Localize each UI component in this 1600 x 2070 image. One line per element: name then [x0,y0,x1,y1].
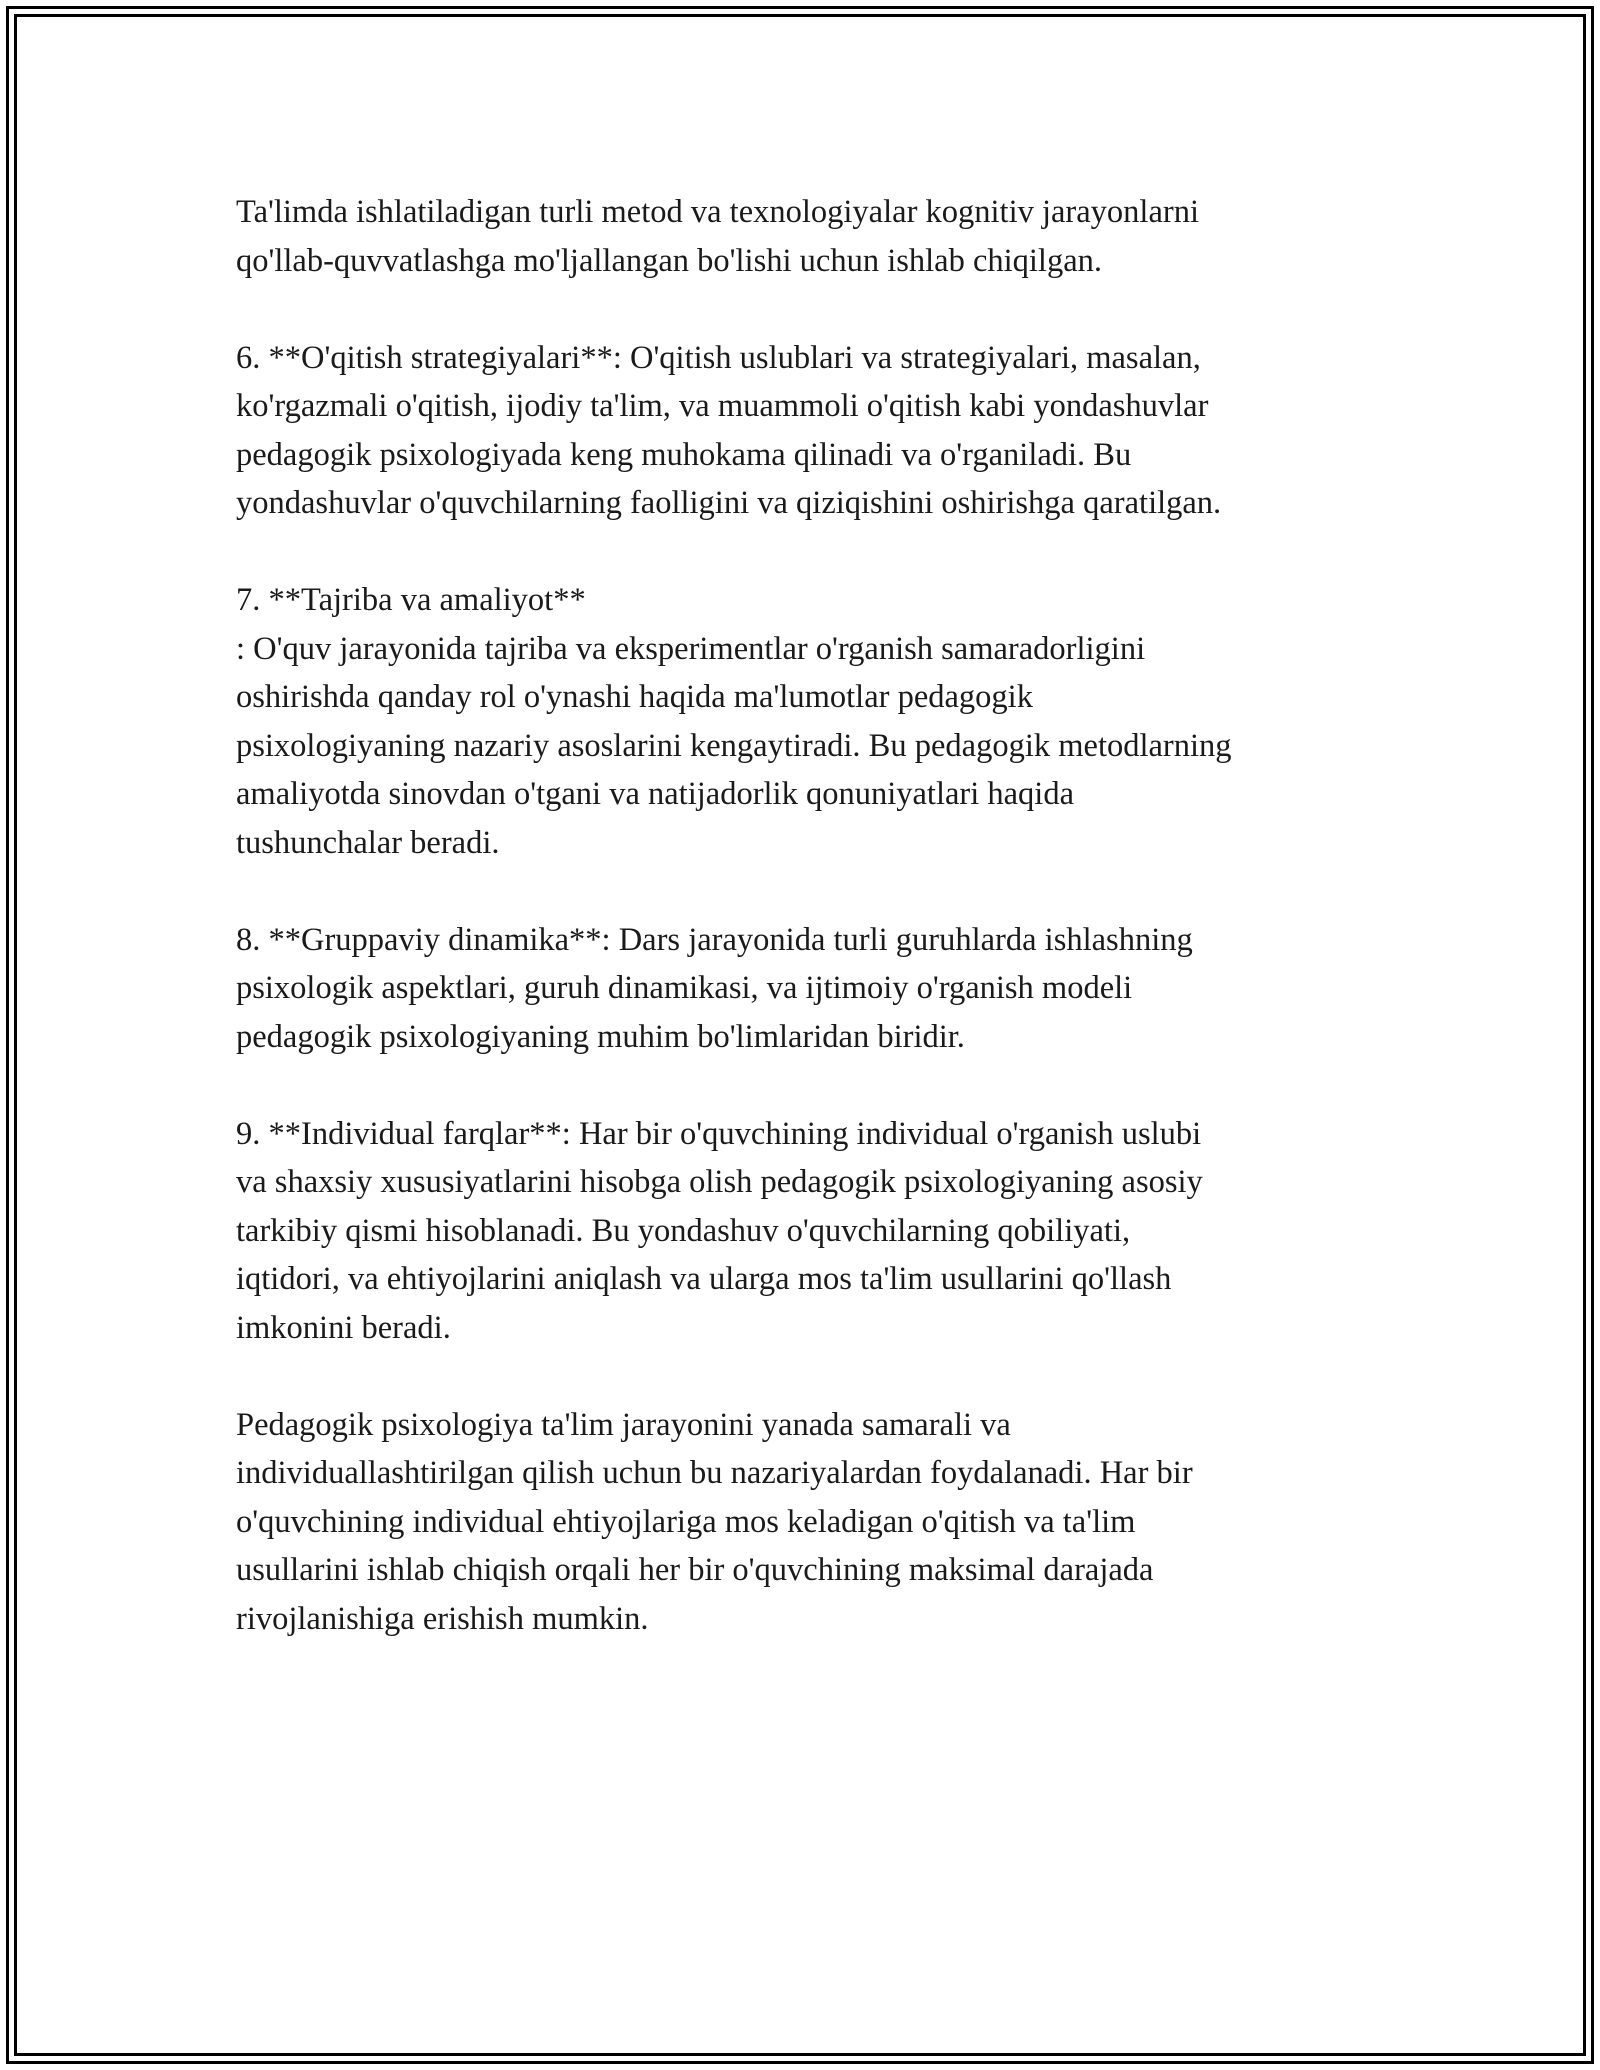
text-line: oshirishda qanday rol o'ynashi haqida ma'lumotlar pedagogik [236,679,1033,715]
text-line: o'quvchining individual ehtiyojlariga mos keladigan o'qitish va ta'lim [236,1503,1136,1540]
text-line: qo'llab-quvvatlashga mo'ljallangan bo'lishi uchun ishlab chiqilgan. [236,242,1103,279]
paragraph-item-7 [236,576,1376,867]
document-body [236,188,1376,1692]
text-line: Ta'limda ishlatiladigan turli metod va texnologiyalar kognitiv jarayonlarni [236,194,1199,230]
text-line: pedagogik psixologiyada keng muhokama qilinadi va o'rganiladi. Bu [236,436,1132,473]
text-line: 9. **Individual farqlar**: Har bir o'quvchining individual o'rganish uslubi [236,1115,1202,1152]
paragraph-conclusion [236,1401,1376,1644]
paragraph-item-8 [236,916,1376,1062]
text-line: usullarini ishlab chiqish orqali her bir o'quvchining maksimal darajada [236,1552,1154,1588]
text-line: individuallashtirilgan qilish uchun bu nazariyalardan foydalanadi. Har bir [236,1455,1193,1491]
text-line: psixologiyaning nazariy asoslarini kengaytiradi. Bu pedagogik metodlarning [236,727,1232,764]
text-line: : O'quv jarayonida tajriba va eksperimentlar o'rganish samaradorligini [236,630,1146,667]
paragraph-intro [236,188,1376,285]
paragraph-item-9 [236,1110,1376,1353]
text-line: 8. **Gruppaviy dinamika**: Dars jarayonida turli guruhlarda ishlashning [236,921,1193,958]
text-line: yondashuvlar o'quvchilarning faolligini va qiziqishini oshirishga qaratilgan. [236,485,1222,521]
text-line: ko'rgazmali o'qitish, ijodiy ta'lim, va muammoli o'qitish kabi yondashuvlar [236,388,1209,424]
text-line: tarkibiy qismi hisoblanadi. Bu yondashuv o'quvchilarning qobiliyati, [236,1212,1131,1249]
text-line: psixologik aspektlari, guruh dinamikasi, va ijtimoiy o'rganish modeli [236,970,1133,1006]
paragraph-item-6 [236,334,1376,528]
text-line: va shaxsiy xususiyatlarini hisobga olish pedagogik psixologiyaning asosiy [236,1164,1203,1200]
text-line: amaliyotda sinovdan o'tgani va natijadorlik qonuniyatlari haqida [236,776,1075,812]
text-line: tushunchalar beradi. [236,824,500,861]
text-line: rivojlanishiga erishish mumkin. [236,1600,649,1637]
text-line: 6. **O'qitish strategiyalari**: O'qitish uslublari va strategiyalari, masalan, [236,339,1201,376]
text-line: iqtidori, va ehtiyojlarini aniqlash va ularga mos ta'lim usullarini qo'llash [236,1261,1172,1297]
text-line: pedagogik psixologiyaning muhim bo'limlaridan biridir. [236,1018,965,1055]
text-line: Pedagogik psixologiya ta'lim jarayonini yanada samarali va [236,1406,1011,1443]
text-line: imkonini beradi. [236,1309,451,1346]
text-line: 7. **Tajriba va amaliyot** [236,582,586,618]
